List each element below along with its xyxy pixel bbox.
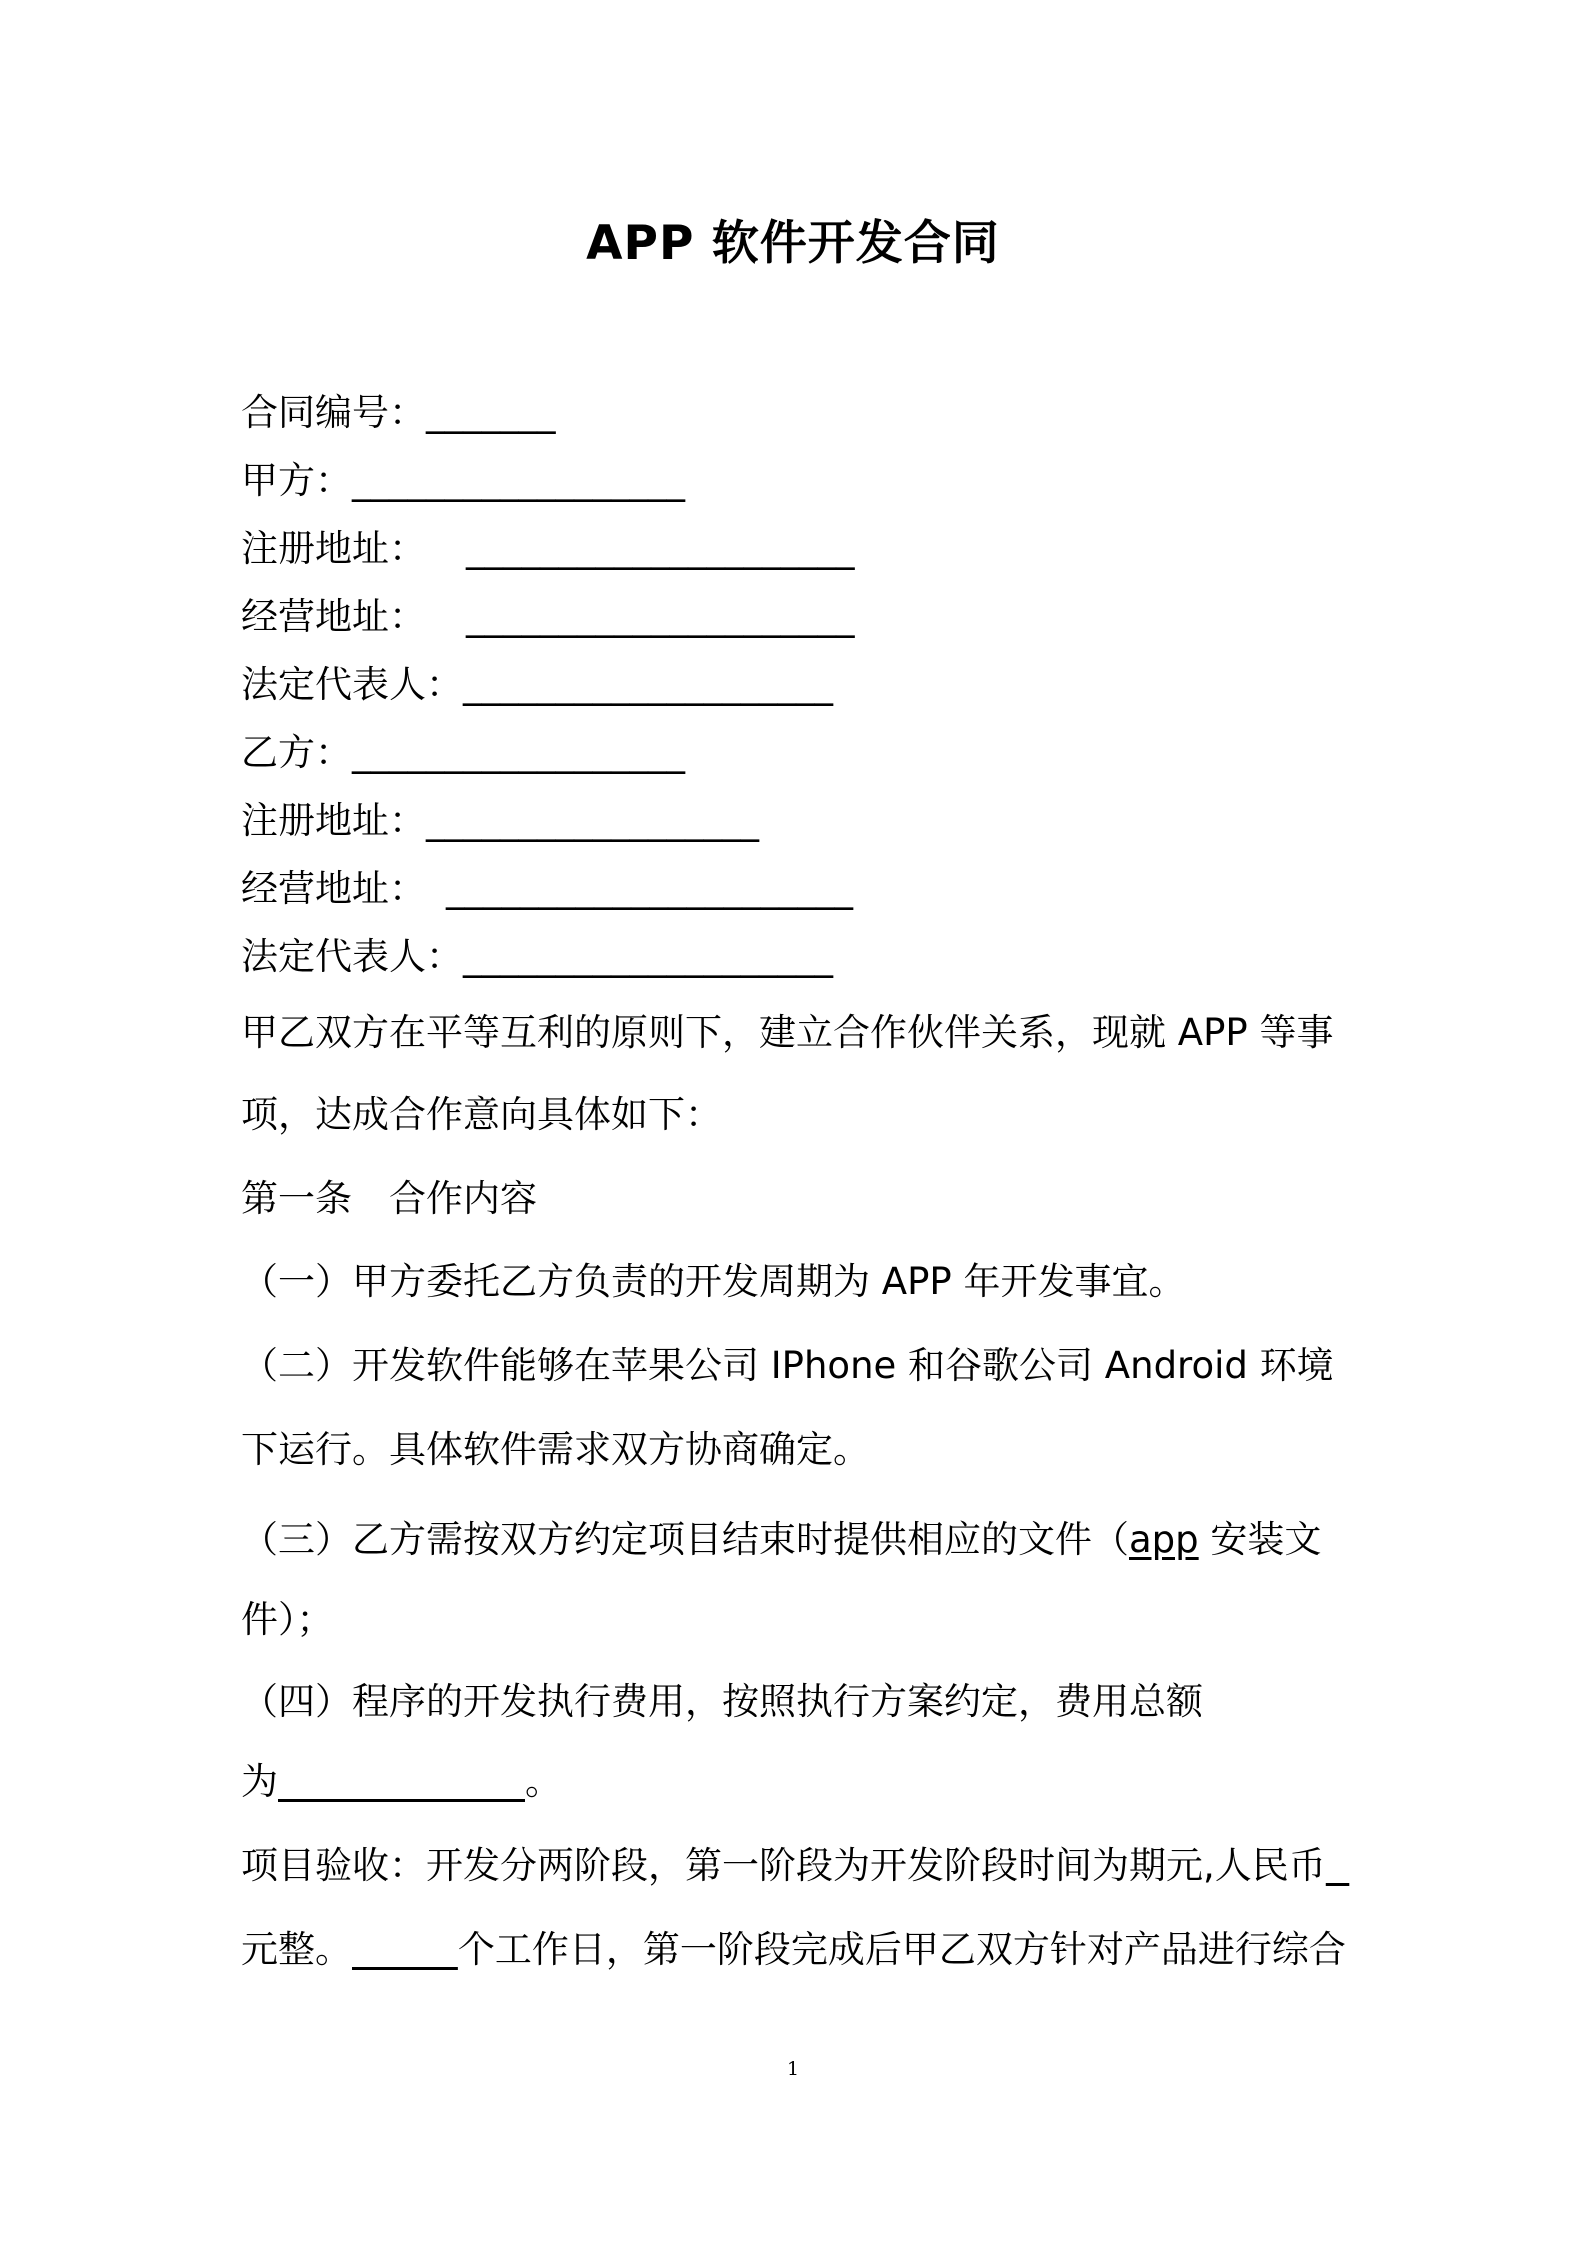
party-a-registered-address-line (241, 523, 855, 575)
article-1-item-4-line-2 (241, 1756, 562, 1808)
party-a-registered-address-blank: _____________________ (466, 527, 855, 570)
document-title: APP 软件开发合同 (586, 216, 1000, 271)
article-1-item-3-line-1 (241, 1514, 1321, 1566)
party-b-line (241, 727, 685, 779)
article-1-item-1: （一）甲方委托乙方负责的开发周期为 APP 年开发事宜。 (241, 1260, 1186, 1303)
party-a-business-address-label: 经营地址： (241, 595, 426, 638)
article-1-item-3-line-2: 件）； (241, 1598, 334, 1641)
party-b-registered-address-line (241, 795, 759, 847)
article-1-heading: 第一条 合作内容 (241, 1177, 537, 1220)
contract-number-blank: _______ (426, 391, 556, 434)
contract-number-label: 合同编号： (241, 391, 426, 434)
article-1-item-2-line-1: （二）开发软件能够在苹果公司 IPhone 和谷歌公司 Android 环境 (241, 1344, 1334, 1387)
article-1-item-2-line-2: 下运行。具体软件需求双方协商确定。 (241, 1428, 870, 1471)
item-3-text-a: （三）乙方需按双方约定项目结束时提供相应的文件（ (241, 1518, 1129, 1561)
party-a-registered-address-label: 注册地址： (241, 527, 426, 570)
acceptance-tail-blank (1326, 1844, 1350, 1887)
party-a-legal-rep-label: 法定代表人： (241, 663, 463, 706)
party-b-business-address-label: 经营地址： (241, 867, 426, 910)
party-b-registered-address-blank: __________________ (426, 799, 759, 842)
acceptance-text-2b: 个工作日，第一阶段完成后甲乙双方针对产品进行综合 (457, 1928, 1346, 1971)
preamble-line-2: 项，达成合作意向具体如下： (241, 1093, 722, 1136)
party-b-label: 乙方： (241, 731, 352, 774)
working-days-blank (352, 1928, 458, 1971)
party-b-registered-address-label: 注册地址： (241, 799, 426, 842)
party-a-business-address-blank: _____________________ (466, 595, 855, 638)
party-b-legal-rep-line (241, 931, 833, 983)
party-a-blank: __________________ (352, 459, 685, 502)
party-a-label: 甲方： (241, 459, 352, 502)
party-a-business-address-line (241, 591, 855, 643)
party-b-blank: __________________ (352, 731, 685, 774)
party-a-line (241, 455, 685, 507)
item-3-app-underlined: app (1129, 1518, 1199, 1561)
acceptance-line-1 (241, 1840, 1349, 1892)
acceptance-text-1: 项目验收：开发分两阶段，第一阶段为开发阶段时间为期元,人民币 (241, 1844, 1326, 1887)
party-b-legal-rep-blank: ____________________ (463, 935, 833, 978)
item-4-text-a: 为 (241, 1760, 278, 1803)
party-b-business-address-line (241, 863, 853, 915)
article-1-item-4-line-1: （四）程序的开发执行费用，按照执行方案约定，费用总额 (241, 1680, 1203, 1723)
contract-number-line (241, 387, 556, 439)
party-a-legal-rep-blank: ____________________ (463, 663, 833, 706)
fee-total-blank (278, 1760, 525, 1803)
party-a-legal-rep-line (241, 659, 833, 711)
party-b-legal-rep-label: 法定代表人： (241, 935, 463, 978)
item-4-text-b: 。 (525, 1760, 562, 1803)
preamble-line-1: 甲乙双方在平等互利的原则下，建立合作伙伴关系，现就 APP 等事 (241, 1011, 1334, 1054)
page-number: 1 (786, 2058, 800, 2080)
party-b-business-address-blank: ______________________ (446, 867, 853, 910)
acceptance-line-2 (241, 1924, 1346, 1976)
item-3-text-b: 安装文 (1198, 1518, 1322, 1561)
acceptance-text-2a: 元整。 (241, 1928, 352, 1971)
